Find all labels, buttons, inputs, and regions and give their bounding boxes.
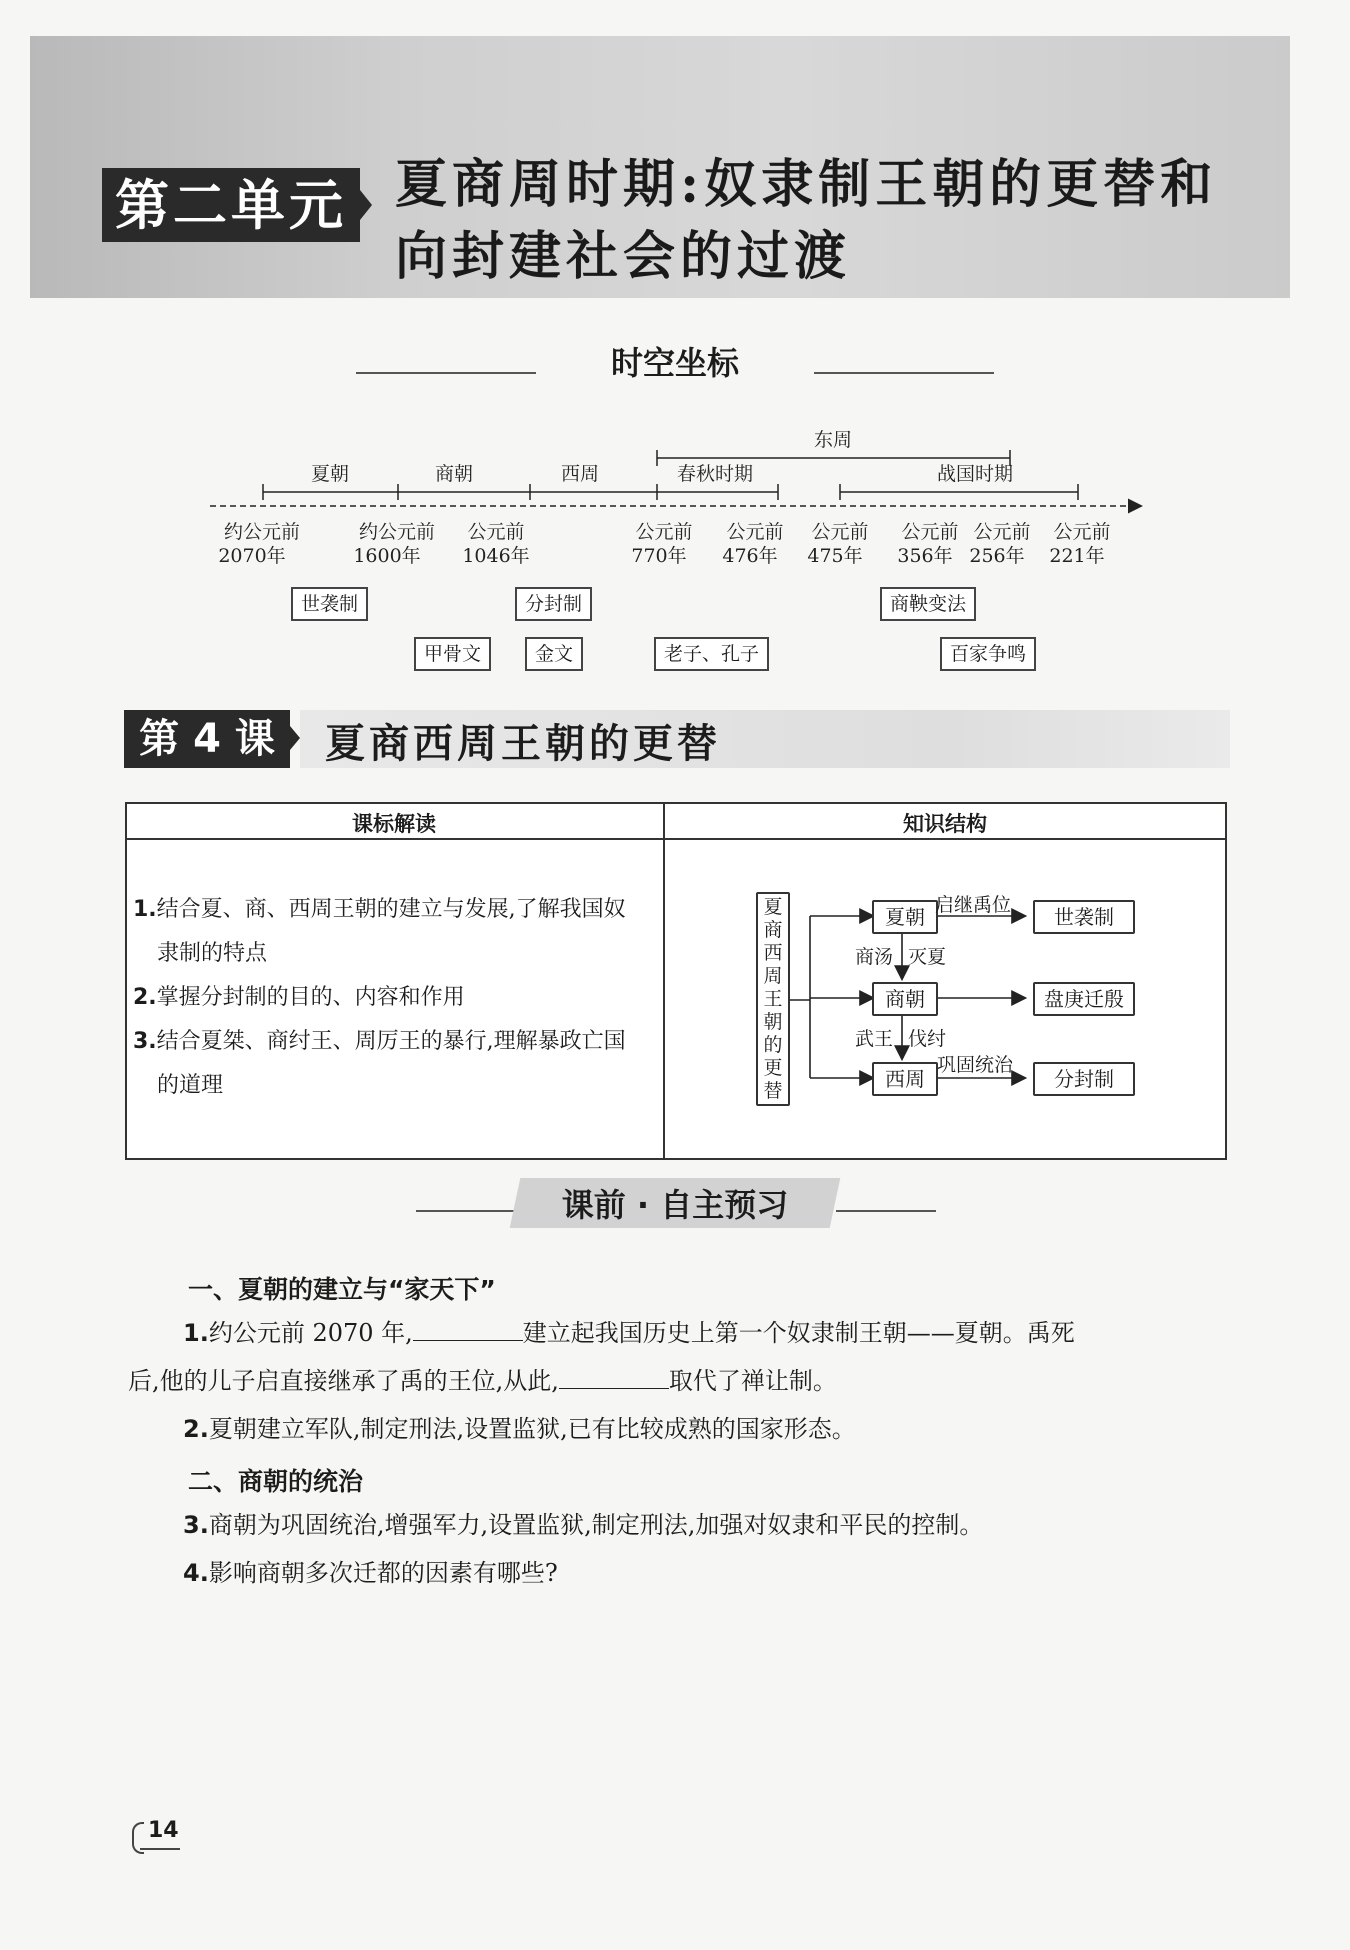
date-1-line1: 约公元前 xyxy=(223,521,301,543)
dongzhou-label: 东周 xyxy=(813,429,853,451)
date-5-line2: 476年 xyxy=(722,545,778,567)
date-7-line2: 356年 xyxy=(897,545,953,567)
lesson-title: 夏商西周王朝的更替 xyxy=(325,721,721,767)
standard-item-2 xyxy=(133,976,658,1020)
ks-root-label: 夏商西周王朝的更替 xyxy=(763,896,783,1102)
event-jinwen: 金文 xyxy=(525,637,583,671)
event-fenfengzhi: 分封制 xyxy=(515,587,592,621)
standard-item-1-text: 结合夏、商、西周王朝的建立与发展,了解我国奴 xyxy=(156,897,626,922)
event-shangyang-bianfa: 商鞅变法 xyxy=(880,587,976,621)
ks-label-shangtang: 商汤 xyxy=(855,946,894,968)
unit-title-line2: 向封建社会的过渡 xyxy=(395,226,852,287)
date-9-line1: 公元前 xyxy=(1053,521,1111,543)
ks-xizhou: 西周 xyxy=(872,1062,938,1096)
ks-label-gonggu: 巩固统治 xyxy=(937,1054,1014,1076)
ks-label-fazhou: 伐纣 xyxy=(908,1028,947,1050)
unit-title-line1: 夏商周时期:奴隶制王朝的更替和 xyxy=(395,154,1218,215)
paragraph-1-num: 1. xyxy=(183,1319,209,1347)
paragraph-3-num: 3. xyxy=(183,1511,209,1539)
date-6-line2: 475年 xyxy=(807,545,863,567)
paragraph-2 xyxy=(183,1412,1223,1446)
event-jiaguwen: 甲骨文 xyxy=(414,637,491,671)
date-6-line1: 公元前 xyxy=(811,521,869,543)
paragraph-4 xyxy=(183,1556,1223,1590)
paragraph-2-num: 2. xyxy=(183,1415,209,1443)
period-xia: 夏朝 xyxy=(310,463,350,485)
date-3-line1: 公元前 xyxy=(467,521,525,543)
timeline-dates xyxy=(218,521,1110,567)
date-3-line2: 1046年 xyxy=(462,545,530,567)
page-number-underline xyxy=(140,1848,180,1850)
paragraph-1-a: 约公元前 2070 年, xyxy=(208,1319,413,1347)
standard-item-3-cont: 的道理 xyxy=(157,1073,224,1098)
standard-item-1 xyxy=(133,888,658,976)
standard-item-1-num: 1. xyxy=(133,897,157,922)
ks-result-shixizhi: 世袭制 xyxy=(1033,900,1135,934)
standard-item-1-cont: 隶制的特点 xyxy=(157,941,268,966)
ks-label-miexia: 灭夏 xyxy=(908,946,947,968)
date-4-line2: 770年 xyxy=(631,545,687,567)
paragraph-1-d: 取代了禅让制。 xyxy=(668,1367,837,1395)
paragraph-3-text: 商朝为巩固统治,增强军力,设置监狱,制定刑法,加强对奴隶和平民的控制。 xyxy=(208,1511,984,1539)
col-header-structure: 知识结构 xyxy=(903,812,987,836)
paragraph-1-b: 建立起我国历史上第一个奴隶制王朝——夏朝。禹死 xyxy=(522,1319,1075,1347)
date-5-line1: 公元前 xyxy=(726,521,784,543)
paragraph-1-c: 后,他的儿子启直接继承了禹的王位,从此, xyxy=(128,1367,559,1395)
blank-1[interactable] xyxy=(413,1318,523,1341)
paragraph-1-line1 xyxy=(183,1316,1223,1350)
date-1-line2: 2070年 xyxy=(218,545,286,567)
ks-label-wuwang: 武王 xyxy=(855,1028,894,1050)
paragraph-4-text: 影响商朝多次迁都的因素有哪些? xyxy=(208,1559,558,1587)
date-4-line1: 公元前 xyxy=(635,521,693,543)
table-header-line xyxy=(125,838,1225,840)
date-2-line2: 1600年 xyxy=(353,545,421,567)
event-baijia-zhengming: 百家争鸣 xyxy=(940,637,1036,671)
unit-label: 第二单元 xyxy=(102,168,360,242)
preview-heading: 课前 · 自主预习 xyxy=(561,1186,789,1224)
page-number: 14 xyxy=(148,1818,179,1843)
event-shixizhi: 世袭制 xyxy=(291,587,368,621)
period-chunqiu: 春秋时期 xyxy=(676,463,754,485)
ks-label-qi: 启继禹位 xyxy=(935,894,1012,916)
date-8-line2: 256年 xyxy=(969,545,1025,567)
ks-root xyxy=(756,892,790,1106)
table-column-divider xyxy=(663,802,665,1160)
col-header-standards: 课标解读 xyxy=(352,812,436,836)
standard-item-2-num: 2. xyxy=(133,985,157,1010)
standard-item-2-text: 掌握分封制的目的、内容和作用 xyxy=(156,985,465,1010)
ks-result-fenfengzhi: 分封制 xyxy=(1033,1062,1135,1096)
ks-result-pangeng: 盘庚迁殷 xyxy=(1033,982,1135,1016)
timeline-diagram xyxy=(200,420,1160,580)
paragraph-1-line2 xyxy=(128,1364,1228,1398)
date-8-line1: 公元前 xyxy=(973,521,1031,543)
paragraph-3 xyxy=(183,1508,1223,1542)
period-shang: 商朝 xyxy=(434,463,474,485)
period-xizhou: 西周 xyxy=(560,463,600,485)
paragraph-2-text: 夏朝建立军队,制定刑法,设置监狱,已有比较成熟的国家形态。 xyxy=(208,1415,856,1443)
timeline-heading: 时空坐标 xyxy=(610,344,739,382)
standard-item-3 xyxy=(133,1020,658,1108)
date-2-line1: 约公元前 xyxy=(358,521,436,543)
date-7-line1: 公元前 xyxy=(901,521,959,543)
section-heading-xia: 一、夏朝的建立与“家天下” xyxy=(188,1275,496,1304)
event-laozi-kongzi: 老子、孔子 xyxy=(654,637,769,671)
ks-shang: 商朝 xyxy=(872,982,938,1016)
standard-item-3-text: 结合夏桀、商纣王、周厉王的暴行,理解暴政亡国 xyxy=(156,1029,626,1054)
paragraph-4-num: 4. xyxy=(183,1559,209,1587)
section-heading-shang: 二、商朝的统治 xyxy=(188,1467,364,1496)
ks-xia: 夏朝 xyxy=(872,900,938,934)
period-zhanguo: 战国时期 xyxy=(936,463,1014,485)
lesson-label-arrow xyxy=(290,726,300,750)
standard-item-3-num: 3. xyxy=(133,1029,157,1054)
blank-2[interactable] xyxy=(559,1366,669,1389)
unit-label-arrow xyxy=(360,190,372,220)
date-9-line2: 221年 xyxy=(1049,545,1105,567)
lesson-label: 第 4 课 xyxy=(124,710,290,768)
